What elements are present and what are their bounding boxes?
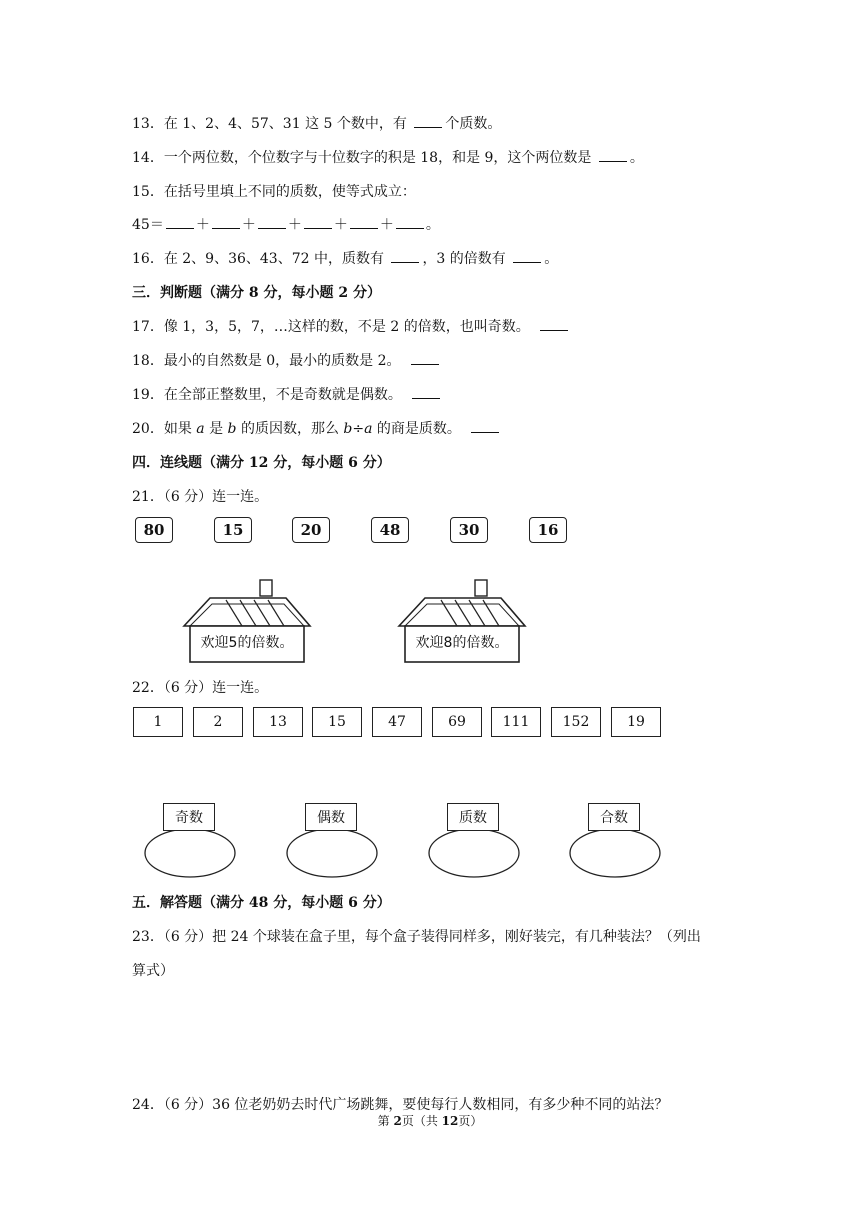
answer-blank[interactable] — [513, 250, 541, 263]
q20-text-end: 的商是质数。 — [372, 421, 461, 437]
answer-blank[interactable] — [212, 216, 240, 229]
question-20 — [132, 418, 502, 438]
var-a: a — [364, 421, 373, 437]
section-3-heading: 三．判断题（满分 8 分，每小题 2 分） — [132, 285, 381, 301]
category-composite[interactable] — [568, 803, 664, 879]
category-label: 质数 — [447, 803, 499, 831]
number-card[interactable]: 111 — [491, 707, 541, 737]
answer-blank[interactable] — [350, 216, 378, 229]
answer-blank[interactable] — [471, 420, 499, 433]
plus-sign: ＋ — [241, 217, 256, 233]
equation-lhs: 45＝ — [132, 217, 164, 233]
footer-text: 页） — [458, 1114, 483, 1128]
category-label: 合数 — [588, 803, 640, 831]
number-card[interactable]: 16 — [529, 517, 567, 543]
question-24: 24．（6 分）36 位老奶奶去时代广场跳舞，要使每行人数相同，有多少种不同的站法？ — [132, 1097, 669, 1113]
house-label: 欢迎8的倍数。 — [415, 635, 509, 651]
number-card[interactable]: 20 — [292, 517, 330, 543]
category-even[interactable] — [285, 803, 381, 879]
number-card[interactable]: 80 — [135, 517, 173, 543]
question-23: 23．（6 分）把 24 个球装在盒子里，每个盒子装得同样多，刚好装完，有几种装法？（列出 — [132, 929, 701, 945]
plus-sign: ＋ — [287, 217, 302, 233]
var-a: a — [196, 421, 205, 437]
page-footer — [0, 1112, 860, 1129]
category-label: 偶数 — [305, 803, 357, 831]
question-21: 21．（6 分）连一连。 — [132, 489, 269, 505]
q20-text-part: 是 — [204, 421, 228, 437]
q16-text: 16．在 2、9、36、43、72 中，质数有 — [132, 251, 389, 267]
footer-text: 第 — [377, 1114, 394, 1128]
answer-blank[interactable] — [412, 386, 440, 399]
answer-blank[interactable] — [599, 149, 627, 162]
q15-text: 15．在括号里填上不同的质数，使等式成立： — [132, 184, 416, 200]
category-prime[interactable] — [427, 803, 523, 879]
q17-text: 17．像 1，3，5，7，…这样的数，不是 2 的倍数，也叫奇数。 — [132, 319, 530, 335]
q20-text-part: 的质因数，那么 — [236, 421, 344, 437]
answer-blank[interactable] — [258, 216, 286, 229]
q14-text-end: 。 — [629, 150, 644, 166]
page-number: 2 — [393, 1114, 402, 1128]
number-card[interactable]: 1 — [133, 707, 183, 737]
var-b: b — [227, 421, 237, 437]
number-card[interactable]: 15 — [312, 707, 362, 737]
number-card[interactable]: 30 — [450, 517, 488, 543]
question-19 — [132, 384, 443, 404]
q13-text: 13．在 1、2、4、57、31 这 5 个数中，有 — [132, 116, 412, 132]
answer-blank[interactable] — [166, 216, 194, 229]
number-card[interactable]: 19 — [611, 707, 661, 737]
plus-sign: ＋ — [333, 217, 348, 233]
answer-blank[interactable] — [540, 318, 568, 331]
question-17 — [132, 316, 571, 336]
category-odd[interactable] — [143, 803, 239, 879]
equation-end: 。 — [425, 217, 440, 233]
var-b: b — [343, 421, 353, 437]
q14-text: 14．一个两位数，个位数字与十位数字的积是 18，和是 9，这个两位数是 — [132, 150, 596, 166]
house-multiples-8[interactable] — [397, 578, 527, 664]
question-16 — [132, 248, 558, 268]
question-15 — [132, 181, 416, 201]
q15-equation — [132, 214, 440, 234]
section-4-heading: 四．连线题（满分 12 分，每小题 6 分） — [132, 455, 391, 471]
q18-text: 18．最小的自然数是 0，最小的质数是 2。 — [132, 353, 401, 369]
number-card[interactable]: 47 — [372, 707, 422, 737]
question-18 — [132, 350, 442, 370]
total-pages: 12 — [441, 1114, 459, 1128]
category-label: 奇数 — [163, 803, 215, 831]
number-card[interactable]: 2 — [193, 707, 243, 737]
question-14 — [132, 147, 644, 167]
question-13 — [132, 113, 501, 133]
answer-blank[interactable] — [396, 216, 424, 229]
q16-text-mid: ，3 的倍数有 — [422, 251, 511, 267]
answer-blank[interactable] — [391, 250, 419, 263]
house-multiples-5[interactable] — [182, 578, 312, 664]
section-5-heading: 五．解答题（满分 48 分，每小题 6 分） — [132, 895, 391, 911]
house-label: 欢迎5的倍数。 — [200, 635, 294, 651]
number-card[interactable]: 152 — [551, 707, 601, 737]
plus-sign: ＋ — [195, 217, 210, 233]
q19-text: 19．在全部正整数里，不是奇数就是偶数。 — [132, 387, 402, 403]
q16-text-end: 。 — [544, 251, 559, 267]
q13-text-end: 个质数。 — [445, 116, 502, 132]
q20-text: 20．如果 — [132, 421, 197, 437]
question-23-cont: 算式） — [132, 963, 174, 979]
number-card[interactable]: 69 — [432, 707, 482, 737]
number-card[interactable]: 48 — [371, 517, 409, 543]
number-card[interactable]: 13 — [253, 707, 303, 737]
footer-text: 页（共 — [401, 1114, 442, 1128]
question-22: 22．（6 分）连一连。 — [132, 680, 269, 696]
plus-sign: ＋ — [379, 217, 394, 233]
divide-sign: ÷ — [352, 421, 365, 437]
number-card[interactable]: 15 — [214, 517, 252, 543]
answer-blank[interactable] — [304, 216, 332, 229]
answer-blank[interactable] — [414, 115, 442, 128]
answer-blank[interactable] — [411, 352, 439, 365]
